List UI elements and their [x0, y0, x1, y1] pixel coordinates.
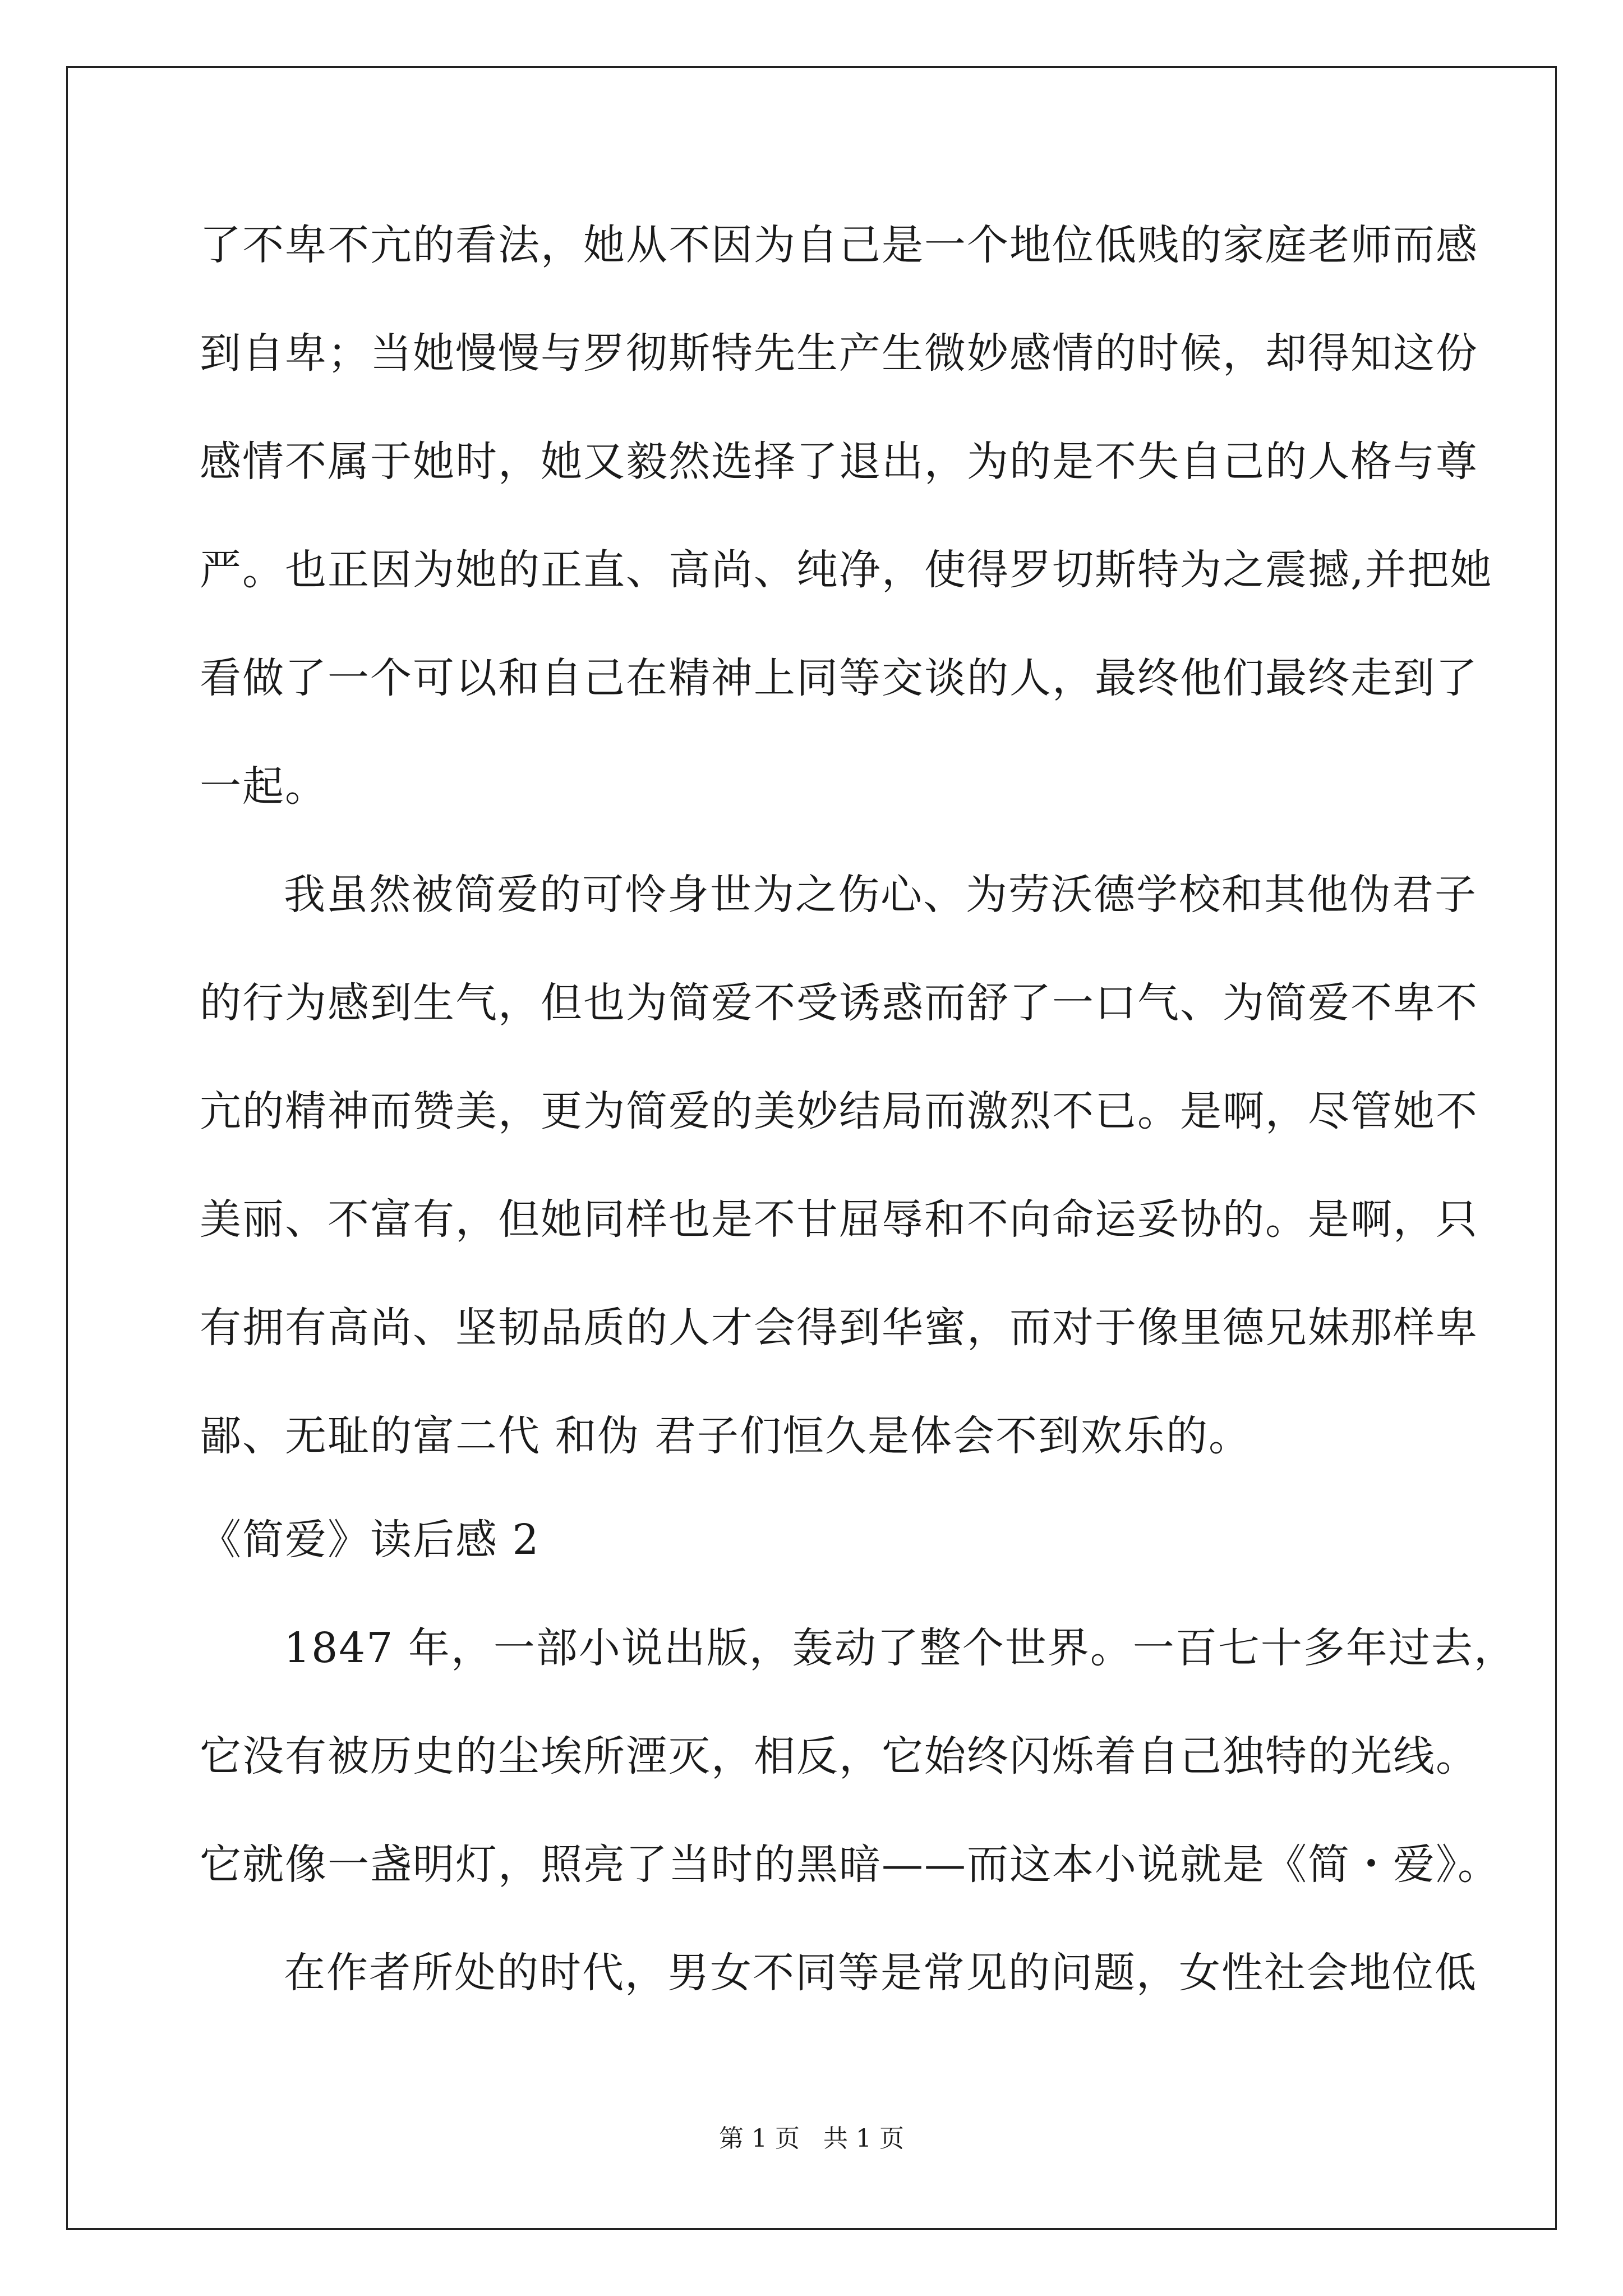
text-line: 美丽、不富有，但她同样也是不甘屈辱和不向命运妥协的。是啊，只	[200, 1195, 1478, 1244]
text-line: 到自卑；当她慢慢与罗彻斯特先生产生微妙感情的时候，却得知这份	[200, 329, 1478, 378]
page-total: 共 1 页	[823, 2124, 904, 2153]
page-number: 第 1 页	[719, 2124, 800, 2153]
text-line: 有拥有高尚、坚韧品质的人才会得到华蜜，而对于像里德兄妹那样卑	[200, 1304, 1478, 1352]
text-line: 它没有被历史的尘埃所湮灭，相反，它始终闪烁着自己独特的光线。	[200, 1732, 1478, 1780]
text-line: 在作者所处的时代，男女不同等是常见的问题，女性社会地位低	[284, 1949, 1477, 1997]
text-line: 严。也正因为她的正直、高尚、纯净，使得罗切斯特为之震撼,并把她	[200, 546, 1493, 594]
text-line: 感情不属于她时，她又毅然选择了退出，为的是不失自己的人格与尊	[200, 438, 1478, 486]
text-line: 看做了一个可以和自己在精神上同等交谈的人，最终他们最终走到了	[200, 654, 1478, 702]
text-line: 亢的精神而赞美，更为简爱的美妙结局而激烈不已。是啊，尽管她不	[200, 1087, 1478, 1135]
text-line: 了不卑不亢的看法，她从不因为自己是一个地位低贱的家庭老师而感	[200, 221, 1478, 269]
text-line: 我虽然被简爱的可怜身世为之伤心、为劳沃德学校和其他伪君子	[284, 871, 1477, 919]
text-line: 鄙、无耻的富二代 和伪 君子们恒久是体会不到欢乐的。	[200, 1412, 1252, 1460]
page-border	[66, 66, 1557, 2230]
text-line: 它就像一盏明灯，照亮了当时的黑暗——而这本小说就是《简・爱》。	[200, 1841, 1500, 1889]
text-line: 的行为感到生气，但也为简爱不受诱惑而舒了一口气、为简爱不卑不	[200, 979, 1478, 1027]
page-footer	[0, 2123, 1623, 2155]
section-heading: 《简爱》读后感 2	[200, 1516, 540, 1564]
text-line: 一起。	[200, 762, 328, 811]
text-line: 1847 年，一部小说出版，轰动了整个世界。一百七十多年过去，	[284, 1624, 1516, 1672]
